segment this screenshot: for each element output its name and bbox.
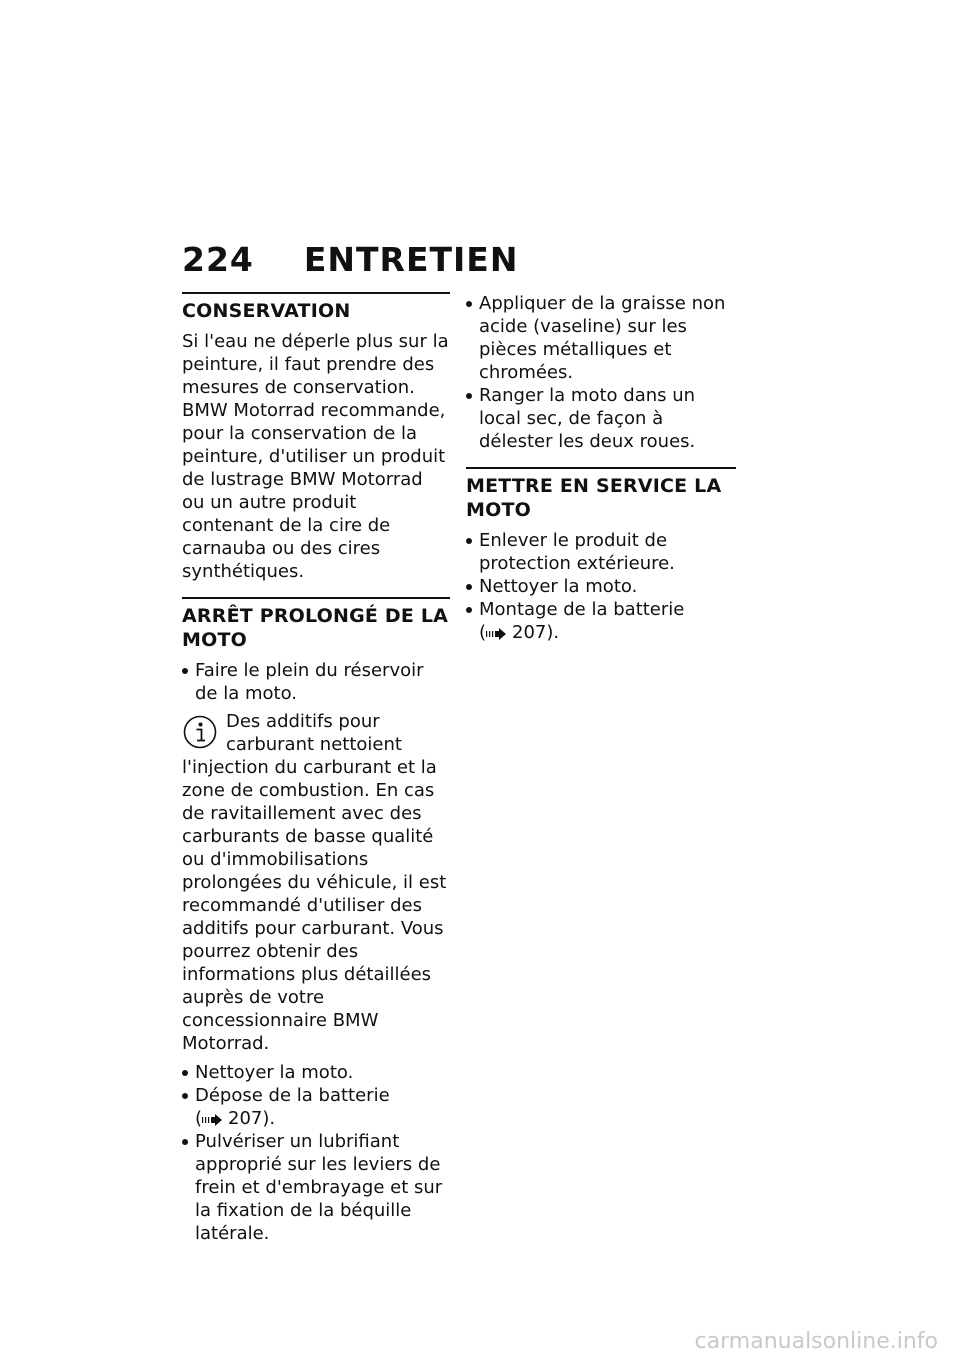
section-title-conservation: CONSERVATION: [182, 300, 351, 322]
chapter-title: ENTRETIEN: [303, 240, 519, 279]
info-note: [182, 710, 450, 1055]
section-title-arret: ARRÊT PROLONGÉ DE LA MOTO: [182, 605, 449, 651]
page-reference-arrow-icon: [202, 1114, 224, 1126]
list-item: [466, 598, 736, 644]
right-column: [466, 292, 736, 644]
list-item: Enlever le produit de protection extérieure.: [466, 529, 736, 575]
conservation-paragraph-1: Si l'eau ne déperle plus sur la peinture, il faut prendre des mesures de conservation.: [182, 331, 449, 398]
section-title-mettre: METTRE EN SERVICE LA MOTO: [466, 475, 722, 521]
list-item: Faire le plein du réservoir de la moto.: [182, 659, 450, 705]
page-reference-number: 207: [228, 1108, 263, 1129]
page-reference-arrow-icon: [486, 628, 508, 640]
list-item-text: Dépose de la batterie: [195, 1085, 390, 1106]
info-icon: [182, 714, 218, 750]
watermark: carmanualsonline.info: [694, 1329, 938, 1354]
list-item-text: Montage de la batterie: [479, 599, 685, 620]
conservation-paragraph-2: BMW Motorrad recommande, pour la conservation de la peinture, d'utiliser un produit de lustrage BMW Motorrad ou un autre produit contenant de la cire de carnauba ou des cires synthétiques.: [182, 400, 446, 582]
page-reference[interactable]: ( 207).: [195, 1108, 276, 1129]
arret-list-right: [466, 292, 736, 453]
page-header: [182, 238, 518, 282]
list-item: Appliquer de la graisse non acide (vaseline) sur les pièces métalliques et chromées.: [466, 292, 736, 384]
arret-list: [182, 659, 450, 705]
mettre-list: [466, 529, 736, 644]
page-reference[interactable]: ( 207).: [479, 622, 560, 643]
page-reference-number: 207: [512, 622, 547, 643]
list-item: [182, 1084, 450, 1130]
page-number: 224: [182, 240, 254, 279]
arret-list-continued: [182, 1061, 450, 1245]
section-rule: [182, 597, 450, 599]
list-item: Nettoyer la moto.: [466, 575, 736, 598]
list-item: Pulvériser un lubrifiant approprié sur les leviers de frein et d'embrayage et sur la fixation de la béquille latérale.: [182, 1130, 450, 1245]
info-note-text: Des additifs pour carburant nettoient l'injection du carburant et la zone de combustion. En cas de ravitaillement avec des carburants de basse qualité ou d'immobilisations prolongées du véhicule, il est recommandé d'utiliser des additifs pour carburant. Vous pourrez obtenir des informations plus détaillées auprès de votre concessionnaire BMW Motorrad.: [182, 711, 447, 1054]
left-column: [182, 292, 450, 1245]
list-item: Ranger la moto dans un local sec, de façon à délester les deux roues.: [466, 384, 736, 453]
list-item: Nettoyer la moto.: [182, 1061, 450, 1084]
section-rule: [182, 292, 450, 294]
section-rule: [466, 467, 736, 469]
